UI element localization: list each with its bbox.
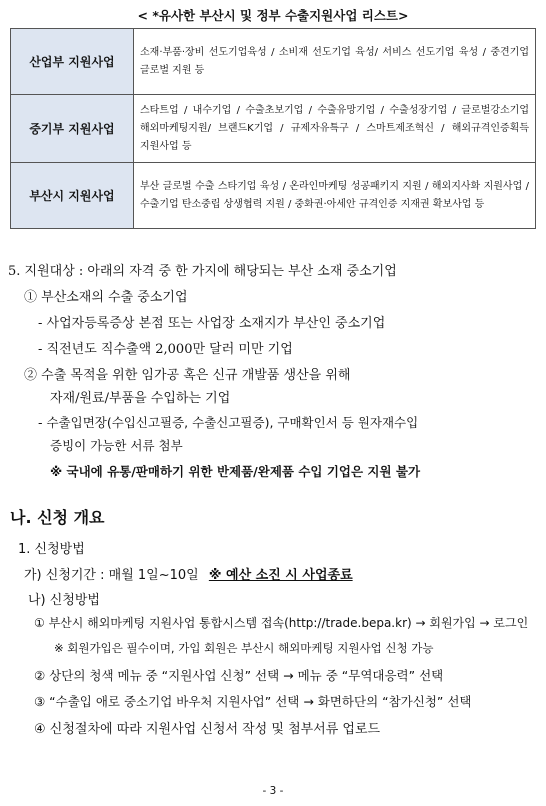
category-cell: 중기부 지원사업 bbox=[11, 95, 134, 163]
step-4: ④ 신청절차에 따라 지원사업 신청서 작성 및 첨부서류 업로드 bbox=[34, 722, 381, 737]
table-row bbox=[11, 29, 536, 95]
section-title: 나. 신청 개요 bbox=[10, 508, 105, 527]
step-1: ① 부산시 해외마케팅 지원사업 통합시스템 접속(http://trade.bepa.kr) → 회원가입 → 로그인 bbox=[34, 616, 529, 630]
application-period bbox=[24, 564, 353, 583]
list-title: < *유사한 부산시 및 정부 수출지원사업 리스트> bbox=[137, 8, 409, 23]
category-cell: 부산시 지원사업 bbox=[11, 163, 134, 229]
method-label: 나) 신청방법 bbox=[28, 593, 100, 608]
eligibility-item-1b: - 직전년도 직수출액 2,000만 달러 미만 기업 bbox=[38, 342, 293, 357]
eligibility-item-2a-cont: 증빙이 가능한 서류 첨부 bbox=[50, 438, 183, 453]
eligibility-item-2-cont: 자재/원료/부품을 수입하는 기업 bbox=[50, 391, 231, 406]
support-programs-table bbox=[10, 28, 536, 229]
table-row bbox=[11, 95, 536, 163]
table-row bbox=[11, 163, 536, 229]
page-number: - 3 - bbox=[262, 785, 284, 797]
programs-cell: 소재·부품·장비 선도기업육성 / 소비재 선도기업 육성/ 서비스 선도기업 육성 / 중견기업 글로벌 지원 등 bbox=[134, 29, 536, 95]
category-cell: 산업부 지원사업 bbox=[11, 29, 134, 95]
programs-cell: 부산 글로벌 수출 스타기업 육성 / 온라인마케팅 성공패키지 지원 / 해외지사화 지원사업 / 수출기업 탄소중립 상생협력 지원 / 중화권·아세안 규격인증 지재권 확보사업 등 bbox=[134, 163, 536, 229]
eligibility-item-2a: - 수출입면장(수입신고필증, 수출신고필증), 구매확인서 등 원자재수입 bbox=[38, 415, 419, 430]
eligibility-item-1a: - 사업자등록증상 본점 또는 사업장 소재지가 부산인 중소기업 bbox=[38, 316, 386, 331]
programs-cell: 스타트업 / 내수기업 / 수출초보기업 / 수출유망기업 / 수출성장기업 / 글로벌강소기업 해외마케팅지원/ 브랜드K기업 / 규제자유특구 / 스마트제조혁신 / 해외규격인증획득 지원사업 등 bbox=[134, 95, 536, 163]
eligibility-item-1: ① 부산소재의 수출 중소기업 bbox=[24, 290, 188, 305]
period-note: ※ 예산 소진 시 사업종료 bbox=[208, 568, 353, 583]
eligibility-note: ※ 국내에 유통/판매하기 위한 반제품/완제품 수입 기업은 지원 불가 bbox=[50, 464, 421, 479]
step-3: ③ “수출입 애로 중소기업 바우처 지원사업” 선택 → 화면하단의 “참가신청” 선택 bbox=[34, 694, 472, 709]
method-heading: 1. 신청방법 bbox=[18, 542, 85, 557]
eligibility-heading: 5. 지원대상 : 아래의 자격 중 한 가지에 해당되는 부산 소재 중소기업 bbox=[8, 264, 397, 279]
period-label: 가) 신청기간 : 매월 1일~10일 bbox=[24, 568, 199, 583]
step-2: ② 상단의 청색 메뉴 중 “지원사업 신청” 선택 → 메뉴 중 “무역대응력” 선택 bbox=[34, 668, 444, 683]
eligibility-item-2: ② 수출 목적을 위한 임가공 혹은 신규 개발품 생산을 위해 bbox=[24, 368, 351, 383]
step-1-note: ※ 회원가입은 필수이며, 가입 회원은 부산시 해외마케팅 지원사업 신청 가능 bbox=[54, 641, 434, 655]
